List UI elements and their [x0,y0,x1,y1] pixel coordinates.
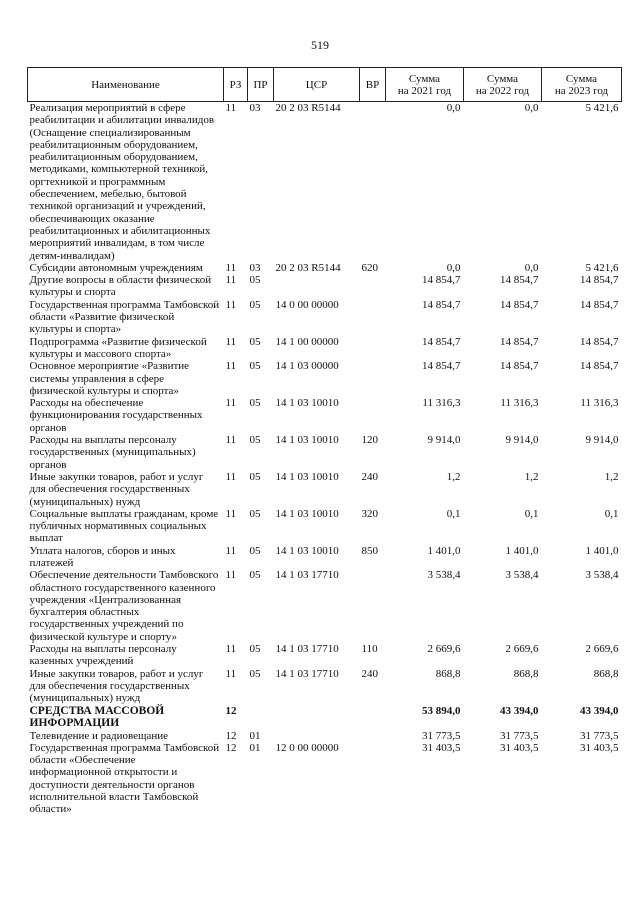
cell-name: Обеспечение деятельности Тамбовского областного государственного казенного учреждения «Централизованная бухгалтерия областных государственных учреждений по физической культуре и спорту» [29,569,219,643]
cell-sum-2021: 3 538,4 [427,569,461,582]
cell-sum-2022: 9 914,0 [505,434,539,447]
cell-csr [274,730,360,742]
cell-name: Телевидение и радиовещание [29,729,169,742]
cell-csr [274,705,360,730]
cell-name: Расходы на выплаты персоналу казенных учреждений [29,643,177,668]
cell-csr: 14 1 03 10010 [275,470,339,483]
cell-sum-2023: 11 316,3 [580,397,619,410]
cell-sum-2022: 3 538,4 [505,569,539,582]
cell-vr [360,336,386,361]
cell-sum-2021: 31 403,5 [422,741,461,754]
cell-csr: 14 1 03 17710 [275,643,339,656]
cell-sum-2022: 31 403,5 [500,741,539,754]
cell-vr: 850 [361,544,378,557]
cell-csr: 14 1 03 10010 [275,397,339,410]
cell-sum-2023: 9 914,0 [585,434,619,447]
cell-sum-2021: 53 894,0 [422,704,461,717]
budget-table [27,67,622,816]
cell-csr: 14 1 03 10010 [275,434,339,447]
cell-rz: 11 [225,569,237,582]
cell-vr [360,397,386,434]
table-row [28,705,622,730]
cell-csr: 14 1 03 10010 [275,507,339,520]
cell-name: Государственная программа Тамбовской области «Обеспечение информационной открытости и доступности деятельности органов исполнительной власти Тамбовской области» [29,741,220,816]
table-row [28,668,622,705]
page-number: 519 [311,38,329,52]
cell-pr: 05 [249,544,261,557]
cell-csr [274,274,360,299]
cell-pr: 03 [249,261,261,274]
cell-rz: 11 [225,261,237,274]
table-row [28,471,622,508]
cell-vr [360,730,386,742]
cell-sum-2021: 0,0 [446,102,461,114]
cell-vr [360,569,386,643]
cell-pr: 05 [249,298,261,311]
cell-sum-2021: 1 401,0 [427,544,461,557]
cell-sum-2022: 14 854,7 [500,360,539,373]
cell-sum-2023: 5 421,6 [585,102,619,114]
table-row [28,434,622,471]
cell-name: Иные закупки товаров, работ и услуг для обеспечения государственных (муниципальных) нужд [29,667,204,705]
cell-csr: 14 1 03 10010 [275,544,339,557]
cell-pr: 05 [249,643,261,656]
cell-sum-2021: 868,8 [435,667,461,680]
cell-sum-2023: 31 773,5 [580,729,619,742]
table-row [28,397,622,434]
cell-vr: 120 [361,434,378,447]
cell-sum-2021: 2 669,6 [427,643,461,656]
cell-sum-2021: 1,2 [446,470,461,483]
header-vr: ВР [360,68,386,102]
header-sum-2023: Сумма на 2023 год [542,68,622,102]
table-row [28,299,622,336]
cell-sum-2021: 11 316,3 [422,397,461,410]
cell-sum-2022: 0,0 [524,261,539,274]
cell-vr: 240 [361,470,378,483]
cell-sum-2022: 14 854,7 [500,274,539,287]
cell-pr: 01 [249,741,261,754]
cell-name: Реализация мероприятий в сфере реабилитации и абилитации инвалидов (Оснащение специализированным реабилитационным оборудованием, реабилитационным оборудованием, методиками, компьютерной техникой, оргтехникой и программным обеспечением, мебелью, бытовой техникой организаций и учреждений, обеспечивающих оказание реабилитационных и абилитационных мероприятий инвалидам, в том числе детям-инвалидам) [29,102,215,262]
table-header-row [28,68,622,102]
cell-sum-2023: 2 669,6 [585,643,619,656]
cell-name: Иные закупки товаров, работ и услуг для обеспечения государственных (муниципальных) нужд [29,470,204,508]
cell-rz: 11 [225,274,237,287]
cell-csr: 14 1 00 00000 [275,335,339,348]
cell-csr: 14 1 03 17710 [275,569,339,582]
cell-name: Уплата налогов, сборов и иных платежей [29,544,176,569]
cell-sum-2022: 1,2 [524,470,539,483]
cell-vr [360,705,386,730]
table-row [28,360,622,397]
table-row [28,274,622,299]
cell-name: Государственная программа Тамбовской области «Развитие физической культуры и спорта» [29,298,220,336]
cell-sum-2023: 1,2 [604,470,619,483]
cell-rz: 11 [225,335,237,348]
table-row [28,545,622,570]
cell-csr: 20 2 03 R5144 [275,102,341,114]
cell-pr: 05 [249,507,261,520]
cell-vr: 110 [361,643,378,656]
cell-sum-2023: 14 854,7 [580,298,619,311]
cell-rz: 11 [225,544,237,557]
cell-vr [360,102,386,262]
cell-sum-2023: 14 854,7 [580,274,619,287]
cell-name: Подпрограмма «Развитие физической культуры и массового спорта» [29,335,207,360]
cell-rz: 12 [225,704,237,717]
cell-csr: 12 0 00 00000 [275,741,339,754]
table-body [28,102,622,816]
budget-table-container [27,67,621,816]
cell-sum-2022: 11 316,3 [500,397,539,410]
cell-sum-2021: 9 914,0 [427,434,461,447]
cell-sum-2022: 0,1 [524,507,539,520]
cell-sum-2022: 14 854,7 [500,298,539,311]
cell-name: Расходы на выплаты персоналу государственных (муниципальных) органов [29,434,196,471]
cell-rz: 11 [225,360,237,373]
cell-pr: 05 [249,274,261,287]
cell-sum-2021: 14 854,7 [422,274,461,287]
cell-sum-2023: 0,1 [604,507,619,520]
cell-sum-2021: 14 854,7 [422,335,461,348]
cell-sum-2022: 2 669,6 [505,643,539,656]
cell-sum-2023: 31 403,5 [580,741,619,754]
cell-sum-2021: 0,1 [446,507,461,520]
cell-name: Расходы на обеспечение функционирования государственных органов [29,397,203,434]
table-row [28,508,622,545]
cell-vr [360,360,386,397]
cell-rz: 11 [225,667,237,680]
cell-rz: 11 [225,397,237,410]
cell-sum-2023: 14 854,7 [580,335,619,348]
cell-sum-2023: 868,8 [593,667,619,680]
table-row [28,569,622,643]
cell-vr [360,274,386,299]
cell-name: Субсидии автономным учреждениям [29,261,203,274]
header-rz: РЗ [224,68,248,102]
table-row [28,643,622,668]
cell-sum-2023: 43 394,0 [580,704,619,717]
cell-rz: 11 [225,470,237,483]
cell-vr [360,299,386,336]
cell-sum-2023: 14 854,7 [580,360,619,373]
table-row [28,262,622,274]
header-name: Наименование [28,68,224,102]
cell-pr: 03 [249,102,261,114]
cell-vr: 620 [361,261,378,274]
cell-csr: 20 2 03 R5144 [275,261,341,274]
cell-pr: 05 [249,360,261,373]
header-csr: ЦСР [274,68,360,102]
cell-pr: 05 [249,470,261,483]
header-pr: ПР [248,68,274,102]
cell-name: Социальные выплаты гражданам, кроме публичных нормативных социальных выплат [29,507,219,545]
cell-csr: 14 0 00 00000 [275,298,339,311]
cell-pr: 05 [249,434,261,447]
header-sum-2022: Сумма на 2022 год [464,68,542,102]
cell-name: Другие вопросы в области физической культуры и спорта [29,274,212,299]
cell-name: Основное мероприятие «Развитие системы управления в сфере физической культуры и спорта» [29,360,190,397]
cell-vr: 320 [361,507,378,520]
cell-sum-2021: 31 773,5 [422,729,461,742]
cell-sum-2023: 5 421,6 [585,261,619,274]
cell-pr: 05 [249,397,261,410]
cell-sum-2022: 868,8 [513,667,539,680]
cell-rz: 11 [225,643,237,656]
cell-sum-2022: 14 854,7 [500,335,539,348]
cell-name: СРЕДСТВА МАССОВОЙ ИНФОРМАЦИИ [29,704,165,730]
header-sum-2021: Сумма на 2021 год [386,68,464,102]
cell-rz: 11 [225,102,237,114]
cell-rz: 12 [225,741,237,754]
cell-sum-2022: 43 394,0 [500,704,539,717]
cell-sum-2023: 3 538,4 [585,569,619,582]
table-row [28,730,622,742]
table-row [28,102,622,262]
cell-sum-2021: 14 854,7 [422,360,461,373]
cell-pr: 05 [249,335,261,348]
cell-sum-2021: 14 854,7 [422,298,461,311]
cell-pr: 05 [249,569,261,582]
cell-sum-2022: 0,0 [524,102,539,114]
cell-rz: 11 [225,507,237,520]
cell-pr [248,705,274,730]
table-row [28,336,622,361]
cell-vr [360,742,386,816]
cell-sum-2023: 1 401,0 [585,544,619,557]
cell-rz: 11 [225,434,237,447]
cell-rz: 12 [225,729,237,742]
cell-sum-2022: 1 401,0 [505,544,539,557]
cell-csr: 14 1 03 00000 [275,360,339,373]
cell-pr: 01 [249,729,261,742]
cell-sum-2022: 31 773,5 [500,729,539,742]
cell-sum-2021: 0,0 [446,261,461,274]
cell-pr: 05 [249,667,261,680]
table-row [28,742,622,816]
cell-rz: 11 [225,298,237,311]
cell-csr: 14 1 03 17710 [275,667,339,680]
cell-vr: 240 [361,667,378,680]
